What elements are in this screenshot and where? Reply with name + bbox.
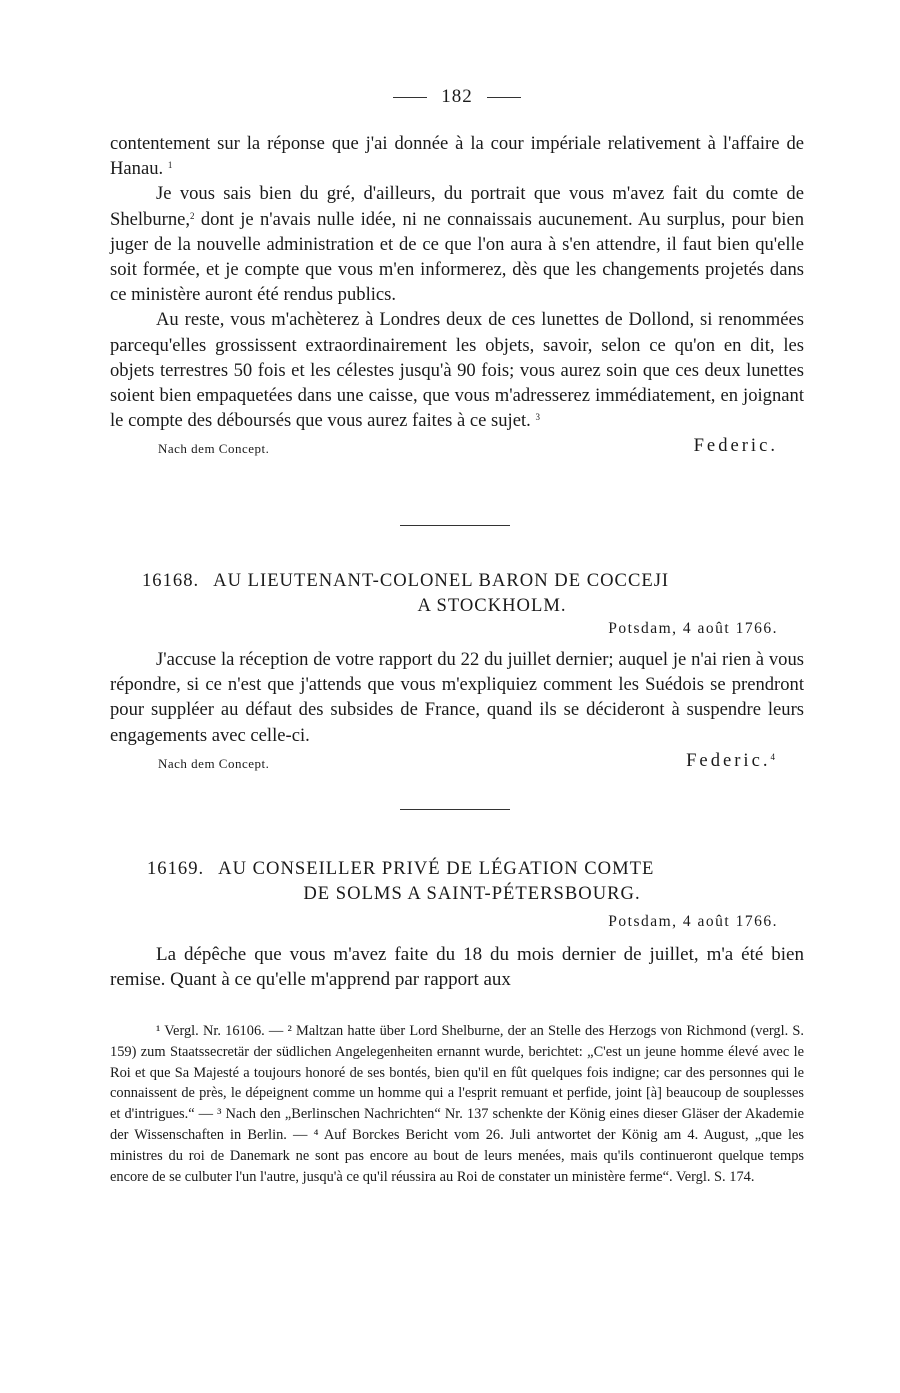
- signature: Federic.$^4$: [686, 749, 778, 771]
- signature-row: [110, 750, 804, 776]
- letter-body: [110, 647, 804, 776]
- letter-title-line-2: DE SOLMS A SAINT-PÉTERSBOURG.: [303, 883, 641, 904]
- letter-body: [110, 942, 804, 992]
- letter-heading: [110, 856, 804, 906]
- letter-number: 16168.: [142, 570, 200, 591]
- header-rule-right: [487, 97, 521, 98]
- paragraph: Au reste, vous m'achèterez à Londres deux de ces lunettes de Dollond, si renommées parcequ'elles grossissent extraordinairement les objets, savoir, selon ce qu'on en dit, les objets terrestres 50 fois et les célestes jusqu'à 90 fois; vous aurez soin que ces deux lunettes soient bien empaquetées dans une caisse, que vous m'adresserez immédiatement, en joignant le compte des déboursés que vous aurez faites à ce sujet. $^3$: [110, 309, 804, 432]
- footnote-ref: 2: [190, 210, 195, 221]
- letter-title: AU CONSEILLER PRIVÉ DE LÉGATION COMTE: [218, 858, 655, 879]
- dateline: Potsdam, 4 août 1766.: [608, 620, 778, 637]
- footnotes: [110, 1021, 804, 1187]
- paragraph: contentement sur la réponse que j'ai donnée à la cour impériale relativement à l'affaire de Hanau. $^1$: [110, 133, 804, 180]
- header-rule-left: [393, 97, 427, 98]
- page-number: 182: [441, 86, 473, 107]
- paragraph: La dépêche que vous m'avez faite du 18 du mois dernier de juillet, m'a été bien remise. Quant à ce qu'elle m'apprend par rapport aux: [110, 944, 804, 991]
- footnote-ref: 3: [535, 412, 540, 423]
- section-divider: [400, 525, 510, 526]
- letter-title-line-2: A STOCKHOLM.: [417, 595, 567, 616]
- page-header: [110, 86, 804, 108]
- footnote-ref: 4: [770, 751, 778, 762]
- dateline: Potsdam, 4 août 1766.: [608, 913, 778, 930]
- paragraph: J'accuse la réception de votre rapport du 22 du juillet dernier; auquel je n'ai rien à vous répondre, si ce n'est que j'attends que vous m'expliquiez comment les Suédois se prendront pour suppléer au défaut des subsides de France, quand ils se décideront à suspendre leurs engagements avec celle-ci.: [110, 649, 804, 746]
- letter-continuation: [110, 131, 804, 461]
- letter-heading: [110, 568, 804, 618]
- paragraph: Je vous sais bien du gré, d'ailleurs, du portrait que vous m'avez fait du comte de Shelburne,$^2$ dont je n'avais nulle idée, ni ne connaissais aucunement. Au surplus, pour bien juger de la nouvelle administration et de ce que l'on aura à s'en attendre, il faut bien qu'elle soit formée, et je compte que vous m'en informerez, dès que les changements projetés dans ce ministère auront été rendus publics.: [110, 183, 804, 306]
- letter-number: 16169.: [147, 858, 205, 879]
- letter-title: AU LIEUTENANT-COLONEL BARON DE COCCEJI: [213, 570, 670, 591]
- footnote-text: ¹ Vergl. Nr. 16106. — ² Maltzan hatte über Lord Shelburne, der an Stelle des Herzogs von Richmond (vergl. S. 159) zum Staatssecretär der südlichen Angelegenheiten ernannt wurde, berichtet: „C'est un jeune homme élevé avec le Roi et que Sa Majesté a toujours honoré de ses bontés, bien qu'il en fût quelques fois indigne; car des personnes qui le connaissent de près, le dépeignent comme un homme qui a l'esprit remuant et perfide, joint [à] beaucoup de souplesses et d'intrigues.“ — ³ Nach den „Berlinschen Nachrichten“ Nr. 137 schenkte der König eines dieser Gläser der Akademie der Wissenschaften in Berlin. — ⁴ Auf Borckes Bericht vom 26. Juli antwortet der König am 4. August, „que les ministres du roi de Danemark ne sont pas encore au bout de leurs menées, mais qu'ils continueront quelque temps encore de se culbuter l'un l'autre, jusqu'à ce qu'il réussira au Roi de constater un ministère ferme“. Vergl. S. 174.: [110, 1023, 804, 1185]
- footnote-ref: 1: [167, 160, 173, 171]
- signature-row: [110, 435, 804, 461]
- source-note: Nach dem Concept.: [158, 755, 270, 771]
- section-divider: [400, 809, 510, 810]
- signature: Federic.: [693, 435, 778, 457]
- source-note: Nach dem Concept.: [158, 441, 270, 457]
